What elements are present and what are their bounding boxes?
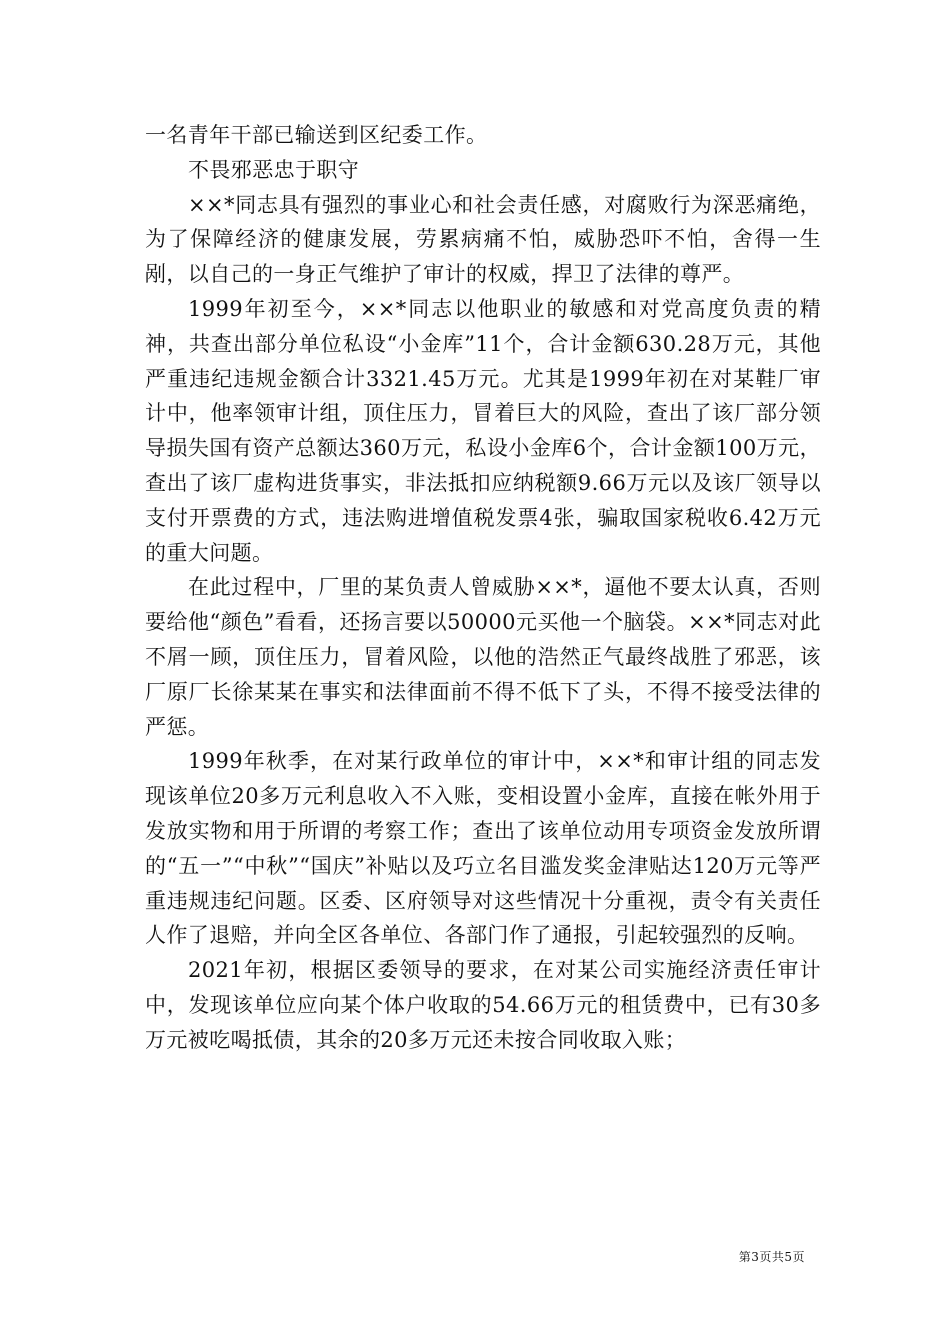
paragraph: 1999年秋季，在对某行政单位的审计中，××*和审计组的同志发现该单位20多万元利息收入不入账，变相设置小金库，直接在帐外用于发放实物和用于所谓的考察工作；查出了该单位动用专项资金发放所谓的“五一”“中秋”“国庆”补贴以及巧立名目滥发奖金津贴达120万元等严重违规违纪问题。区委、区府领导对这些情况十分重视，责令有关责任人作了退赔，并向全区各单位、各部门作了通报，引起较强烈的反响。: [145, 749, 821, 948]
paragraph: ××*同志具有强烈的事业心和社会责任感，对腐败行为深恶痛绝，为了保障经济的健康发展，劳累病痛不怕，威胁恐吓不怕，舍得一生剐，以自己的一身正气维护了审计的权威，捍卫了法律的尊严。: [145, 192, 821, 287]
paragraph: 2021年初，根据区委领导的要求，在对某公司实施经济责任审计中，发现该单位应向某个体户收取的54.66万元的租赁费中，已有30多万元被吃喝抵债，其余的20多万元还未按合同收取入账；: [145, 958, 821, 1052]
document-body: [145, 118, 821, 1058]
paragraph: 一名青年干部已输送到区纪委工作。: [145, 123, 488, 147]
paragraph: 在此过程中，厂里的某负责人曾威胁××*，逼他不要太认真，否则要给他“颜色”看看，还扬言要以50000元买他一个脑袋。××*同志对此不屑一顾，顶住压力，冒着风险，以他的浩然正气最终战胜了邪恶，该厂原厂长徐某某在事实和法律面前不得不低下了头，不得不接受法律的严惩。: [145, 575, 821, 739]
page-number-footer: 第3页共5页: [738, 1250, 805, 1264]
section-heading: 不畏邪恶忠于职守: [188, 157, 360, 182]
paragraph: 1999年初至今，××*同志以他职业的敏感和对党高度负责的精神，共查出部分单位私设“小金库”11个，合计金额630.28万元，其他严重违纪违规金额合计3321.45万元。尤其是1999年初在对某鞋厂审计中，他率领审计组，顶住压力，冒着巨大的风险，查出了该厂部分领导损失国有资产总额达360万元，私设小金库6个，合计金额100万元，查出了该厂虚构进货事实，非法抵扣应纳税额9.66万元以及该厂领导以支付开票费的方式，违法购进增值税发票4张，骗取国家税收6.42万元的重大问题。: [145, 296, 821, 565]
